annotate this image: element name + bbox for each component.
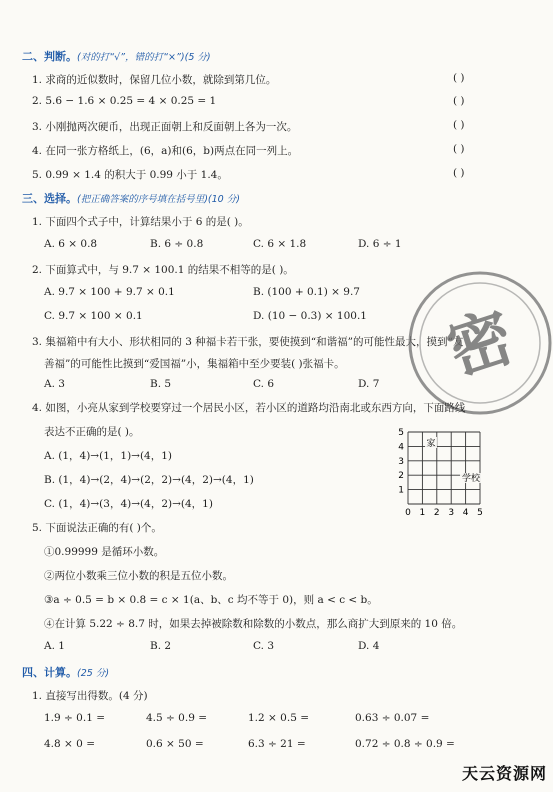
calc-item: 0.6 × 50 = bbox=[146, 738, 204, 750]
q4-option-b: B. (1，4)→(2，4)→(2，2)→(4，2)→(4，1) bbox=[44, 474, 254, 486]
judge-item-4: 4. 在同一张方格纸上，(6，a)和(6，b)两点在同一列上。 bbox=[32, 145, 299, 157]
grid-y-tick: 4 bbox=[398, 442, 404, 453]
calc-item: 0.72 ÷ 0.8 ÷ 0.9 = bbox=[355, 738, 455, 750]
grid-y-tick: 1 bbox=[398, 485, 404, 496]
answer-paren: ( ) bbox=[453, 167, 465, 179]
judge-item-5: 5. 0.99 × 1.4 的积大于 0.99 小于 1.4。 bbox=[32, 169, 228, 181]
confidential-stamp bbox=[405, 268, 553, 418]
q2-stem: 2. 下面算式中，与 9.7 × 100.1 的结果不相等的是( )。 bbox=[32, 264, 294, 276]
q2-option-c: C. 9.7 × 100 × 0.1 bbox=[44, 310, 143, 322]
q1-option-c: C. 6 × 1.8 bbox=[253, 238, 307, 250]
grid-x-tick: 3 bbox=[448, 508, 455, 518]
answer-paren: ( ) bbox=[453, 72, 465, 84]
home-label: 家 bbox=[426, 439, 436, 449]
answer-paren: ( ) bbox=[453, 95, 465, 107]
grid-y-tick: 3 bbox=[398, 456, 404, 467]
answer-paren: ( ) bbox=[453, 119, 465, 131]
q5-option-d: D. 4 bbox=[358, 640, 380, 652]
q3-option-d: D. 7 bbox=[358, 378, 380, 390]
q5-statement-3: ③a ÷ 0.5 = b × 0.8 = c × 1(a、b、c 均不等于 0)，则 a < c < b。 bbox=[44, 594, 378, 606]
q3-option-b: B. 5 bbox=[150, 378, 172, 390]
calc-item: 0.63 ÷ 0.07 = bbox=[355, 712, 430, 724]
grid-x-tick: 5 bbox=[477, 508, 483, 518]
section-choice-title: 三、选择。(把正确答案的序号填在括号里)(10 分) bbox=[22, 192, 240, 205]
q2-option-a: A. 9.7 × 100 + 9.7 × 0.1 bbox=[44, 286, 175, 298]
calc-item: 1.9 ÷ 0.1 = bbox=[44, 712, 106, 724]
stamp-char: 密 bbox=[438, 299, 523, 390]
grid-x-tick: 0 bbox=[405, 508, 411, 518]
q5-option-c: C. 3 bbox=[253, 640, 275, 652]
calc-item: 6.3 ÷ 21 = bbox=[248, 738, 306, 750]
grid-y-tick: 2 bbox=[398, 471, 404, 482]
grid-x-tick: 2 bbox=[433, 508, 440, 518]
q5-statement-2: ②两位小数乘三位小数的积是五位小数。 bbox=[44, 570, 233, 582]
q5-option-a: A. 1 bbox=[44, 640, 65, 652]
q1-option-d: D. 6 ÷ 1 bbox=[358, 238, 402, 250]
calc-q1-stem: 1. 直接写出得数。(4 分) bbox=[32, 690, 148, 702]
grid-x-tick: 4 bbox=[462, 508, 469, 518]
calc-item: 1.2 × 0.5 = bbox=[248, 712, 310, 724]
calc-item: 4.8 × 0 = bbox=[44, 738, 95, 750]
section-judge-title: 二、判断。(对的打“√”，错的打“×”)(5 分) bbox=[22, 50, 211, 63]
grid-y-tick: 5 bbox=[398, 428, 404, 438]
q1-stem: 1. 下面四个式子中，计算结果小于 6 的是( )。 bbox=[32, 216, 249, 228]
q2-option-b: B. (100 + 0.1) × 9.7 bbox=[253, 286, 360, 298]
school-label: 学校 bbox=[461, 474, 481, 484]
site-watermark: 天云资源网 bbox=[461, 764, 547, 783]
calc-item: 4.5 ÷ 0.9 = bbox=[146, 712, 208, 724]
q1-option-b: B. 6 ÷ 0.8 bbox=[150, 238, 204, 250]
q5-statement-4: ④在计算 5.22 ÷ 8.7 时，如果去掉被除数和除数的小数点，那么商扩大到原来的 10 倍。 bbox=[44, 618, 463, 630]
q5-statement-1: ①0.99999 是循环小数。 bbox=[44, 546, 165, 558]
q4-stem-line1: 4. 如图，小亮从家到学校要穿过一个居民小区，若小区的道路均沿南北或东西方向，下面路线 bbox=[32, 402, 466, 414]
section-calc-title: 四、计算。(25 分) bbox=[22, 666, 110, 679]
q3-stem-line2: 善福”的可能性比摸到“爱国福”小，集福箱中至少要装( )张福卡。 bbox=[44, 358, 345, 370]
q5-stem: 5. 下面说法正确的有( )个。 bbox=[32, 522, 162, 534]
judge-item-3: 3. 小刚抛两次硬币，出现正面朝上和反面朝上各为一次。 bbox=[32, 121, 298, 133]
q4-option-a: A. (1，4)→(1，1)→(4，1) bbox=[44, 450, 173, 462]
q4-option-c: C. (1，4)→(3，4)→(4，2)→(4，1) bbox=[44, 498, 213, 510]
answer-paren: ( ) bbox=[453, 143, 465, 155]
q5-option-b: B. 2 bbox=[150, 640, 172, 652]
q2-option-d: D. (10 − 0.3) × 100.1 bbox=[253, 310, 367, 322]
q4-stem-line2: 表达不正确的是( )。 bbox=[44, 426, 140, 438]
judge-item-1: 1. 求商的近似数时，保留几位小数，就除到第几位。 bbox=[32, 74, 277, 86]
q3-option-a: A. 3 bbox=[44, 378, 65, 390]
judge-item-2: 2. 5.6 − 1.6 × 0.25 = 4 × 0.25 = 1 bbox=[32, 95, 217, 107]
q3-stem-line1: 3. 集福箱中有大小、形状相同的 3 种福卡若干张，要使摸到“和谐福”的可能性最大，摸到“友 bbox=[32, 336, 464, 348]
q3-option-c: C. 6 bbox=[253, 378, 275, 390]
grid-x-tick: 1 bbox=[419, 508, 426, 518]
coordinate-grid bbox=[394, 418, 494, 518]
q1-option-a: A. 6 × 0.8 bbox=[44, 238, 98, 250]
